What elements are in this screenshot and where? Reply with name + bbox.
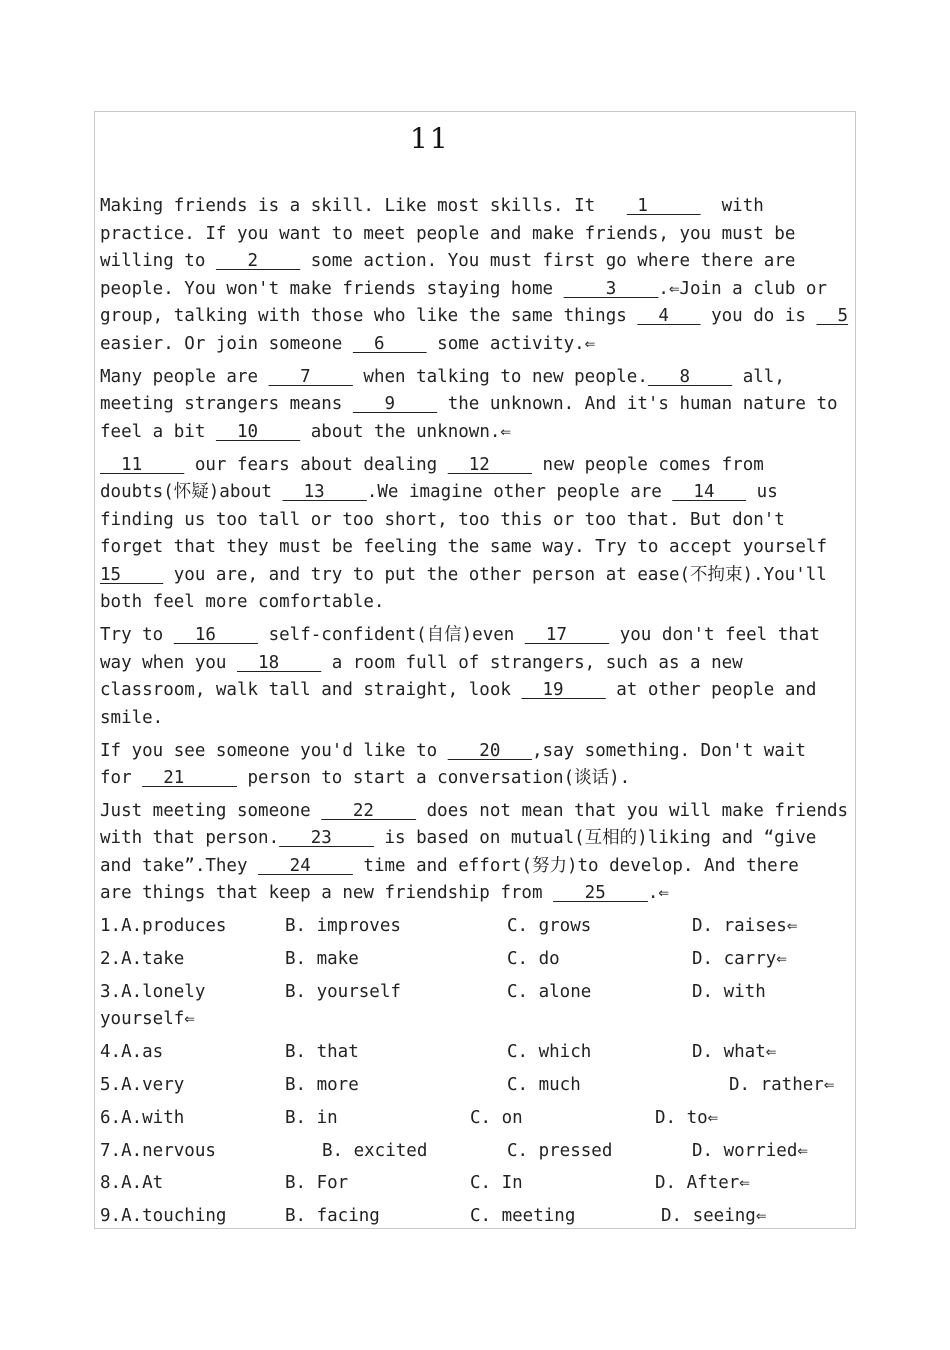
option-8c: C. In: [470, 1173, 523, 1193]
passage-line: [100, 482, 778, 502]
text: way when you: [100, 653, 237, 673]
option-3d-continued: yourself⇐: [100, 1009, 195, 1029]
text: .⇐: [647, 883, 669, 903]
option-3d: D. with: [692, 982, 766, 1002]
option-5d: D. rather⇐: [729, 1075, 835, 1095]
blank-13: 13: [282, 482, 367, 502]
passage-line: [100, 592, 384, 612]
text: us: [746, 482, 778, 502]
text: feel a bit: [100, 422, 216, 442]
option-5a: 5.A.very: [100, 1075, 185, 1095]
text: when talking to new people.: [352, 367, 648, 387]
option-7d: D. worried⇐: [692, 1141, 808, 1161]
option-3c: C. alone: [507, 982, 592, 1002]
option-9a: 9.A.touching: [100, 1206, 227, 1226]
text: about the unknown.⇐: [300, 422, 511, 442]
option-4a: 4.A.as: [100, 1042, 164, 1062]
text: practice. If you want to meet people and make friends, you must be: [100, 224, 796, 244]
text: new people comes from: [532, 455, 764, 475]
blank-22: 22: [321, 801, 417, 821]
option-1b: B. improves: [285, 916, 401, 936]
text: doubts(怀疑)about: [100, 482, 283, 502]
option-1a: 1.A.produces: [100, 916, 227, 936]
option-7c: C. pressed: [507, 1141, 613, 1161]
text: meeting strangers means: [100, 394, 353, 414]
passage-line: [100, 768, 630, 788]
blank-15: 15: [100, 565, 164, 585]
text: person to start a conversation(谈话).: [236, 768, 631, 788]
option-6c: C. on: [470, 1108, 523, 1128]
text: ,say something. Don't wait: [531, 741, 806, 761]
option-8d: D. After⇐: [655, 1173, 750, 1193]
text: time and effort(努力)to develop. And there: [352, 856, 799, 876]
text: Many people are: [100, 367, 269, 387]
blank-9: 9: [352, 394, 438, 414]
text: group, talking with those who like the same things: [100, 306, 638, 326]
blank-20: 20: [447, 741, 532, 761]
text: and take”.They: [100, 856, 259, 876]
option-1c: C. grows: [507, 916, 592, 936]
option-6d: D. to⇐: [655, 1108, 719, 1128]
text: Making friends is a skill. Like most skills. It: [100, 196, 627, 216]
option-3b: B. yourself: [285, 982, 401, 1002]
blank-5: 5: [816, 306, 849, 326]
text: smile.: [100, 708, 164, 728]
passage-line: [100, 224, 795, 244]
blank-11: 11: [100, 455, 185, 475]
text: does not mean that you will make friends: [416, 801, 849, 821]
option-8a: 8.A.At: [100, 1173, 164, 1193]
blank-12: 12: [447, 455, 532, 475]
blank-19: 19: [521, 680, 606, 700]
option-7b: B. excited: [322, 1141, 428, 1161]
text: is based on mutual(互相的)liking and “give: [373, 828, 817, 848]
passage-line: [100, 306, 848, 326]
blank-25: 25: [553, 883, 648, 903]
option-6a: 6.A.with: [100, 1108, 185, 1128]
passage-line: [100, 856, 799, 876]
option-2d: D. carry⇐: [692, 949, 787, 969]
passage-line: [100, 801, 848, 821]
option-4d: D. what⇐: [692, 1042, 777, 1062]
blank-21: 21: [142, 768, 237, 788]
option-3a: 3.A.lonely: [100, 982, 206, 1002]
text: classroom, walk tall and straight, look: [100, 680, 522, 700]
text: If you see someone you'd like to: [100, 741, 448, 761]
option-4b: B. that: [285, 1042, 359, 1062]
passage-line: [100, 455, 764, 475]
text: finding us too tall or too short, too this or too that. But don't: [100, 510, 785, 530]
text: you don't feel that: [609, 625, 820, 645]
text: some activity.⇐: [426, 334, 596, 354]
text: Just meeting someone: [100, 801, 322, 821]
text: easier. Or join someone: [100, 334, 353, 354]
text: are things that keep a new friendship from: [100, 883, 554, 903]
text: all,: [732, 367, 785, 387]
passage-line: [100, 537, 827, 557]
option-9d: D. seeing⇐: [661, 1206, 767, 1226]
passage-line: [100, 708, 163, 728]
option-8b: B. For: [285, 1173, 349, 1193]
text: at other people and: [605, 680, 817, 700]
passage-line: [100, 196, 764, 216]
text: the unknown. And it's human nature to: [437, 394, 838, 414]
passage-line: [100, 741, 806, 761]
option-5c: C. much: [507, 1075, 581, 1095]
option-5b: B. more: [285, 1075, 359, 1095]
text: people. You won't make friends staying home: [100, 279, 564, 299]
page-title: 11: [410, 122, 450, 155]
blank-16: 16: [173, 625, 259, 645]
passage-line: [100, 828, 816, 848]
passage-line: [100, 625, 820, 645]
blank-10: 10: [215, 422, 301, 442]
blank-4: 4: [637, 306, 701, 326]
blank-8: 8: [647, 367, 733, 387]
passage-line: [100, 251, 795, 271]
option-4c: C. which: [507, 1042, 592, 1062]
text: our fears about dealing: [184, 455, 448, 475]
blank-24: 24: [258, 856, 353, 876]
text: forget that they must be feeling the same way. Try to accept yourself: [100, 537, 827, 557]
blank-23: 23: [279, 828, 374, 848]
blank-7: 7: [268, 367, 353, 387]
text: both feel more comfortable.: [100, 592, 385, 612]
option-7a: 7.A.nervous: [100, 1141, 216, 1161]
text: self-confident(自信)even: [258, 625, 525, 645]
passage-line: [100, 510, 785, 530]
text: some action. You must first go where there are: [300, 251, 796, 271]
blank-2: 2: [215, 251, 301, 271]
text: .⇐Join a club or: [658, 279, 827, 299]
text: you are, and try to put the other person at ease(不拘束).You'll: [163, 565, 827, 585]
blank-14: 14: [672, 482, 747, 502]
option-2c: C. do: [507, 949, 560, 969]
text: with: [700, 196, 764, 216]
text: willing to: [100, 251, 216, 271]
blank-17: 17: [524, 625, 610, 645]
passage-line: [100, 565, 827, 585]
passage-line: [100, 883, 669, 903]
passage-line: [100, 422, 511, 442]
blank-6: 6: [352, 334, 427, 354]
option-9c: C. meeting: [470, 1206, 576, 1226]
option-1d: D. raises⇐: [692, 916, 798, 936]
option-2b: B. make: [285, 949, 359, 969]
text: a room full of strangers, such as a new: [321, 653, 743, 673]
option-9b: B. facing: [285, 1206, 380, 1226]
blank-3: 3: [563, 279, 659, 299]
text: you do is: [700, 306, 817, 326]
passage-line: [100, 334, 595, 354]
option-2a: 2.A.take: [100, 949, 185, 969]
text: .We imagine other people are: [366, 482, 673, 502]
text: for: [100, 768, 143, 788]
option-6b: B. in: [285, 1108, 338, 1128]
passage-line: [100, 680, 816, 700]
text: Try to: [100, 625, 174, 645]
passage-line: [100, 653, 743, 673]
blank-1: 1: [626, 196, 701, 216]
text: with that person.: [100, 828, 280, 848]
passage-line: [100, 394, 838, 414]
blank-18: 18: [236, 653, 322, 673]
passage-line: [100, 279, 827, 299]
passage-line: [100, 367, 785, 387]
